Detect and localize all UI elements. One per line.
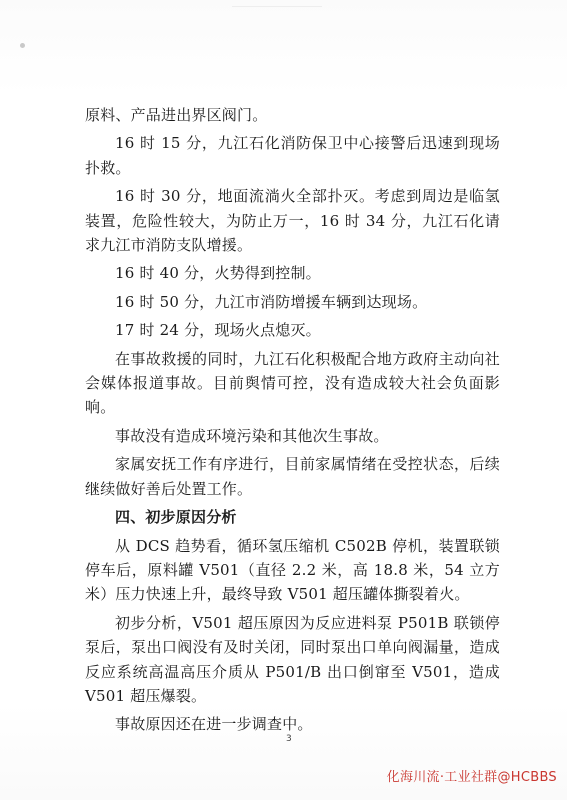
paragraph-7: 在事故救援的同时，九江石化积极配合地方政府主动向社会媒体报道事故。目前舆情可控，没有造成较大社会负面影响。 (85, 349, 500, 417)
paragraph-11: 初步分析，V501 超压原因为反应进料泵 P501B 联锁停泵后，泵出口阀没有及时关闭，同时泵出口单向阀漏量，造成反应系统高温高压介质从 P501/B 出口倒窜至 V501，造成 V501 超压爆裂。 (85, 613, 500, 705)
paragraph-12: 事故原因还在进一步调查中。 (115, 715, 313, 734)
page-number: 3 (286, 734, 292, 744)
section-heading: 四、初步原因分析 (115, 508, 237, 527)
paragraph-3: 16 时 30 分，地面流淌火全部扑灭。考虑到周边是临氢装置，危险性较大，为防止万一，16 时 34 分，九江石化请求九江市消防支队增援。 (85, 187, 500, 255)
paragraph-6: 17 时 24 分，现场火点熄灭。 (115, 321, 321, 340)
paragraph-2: 16 时 15 分，九江石化消防保卫中心接警后迅速到现场扑救。 (85, 134, 500, 177)
document-body (85, 103, 500, 737)
paragraph-10: 从 DCS 趋势看，循环氢压缩机 C502B 停机，装置联锁停车后，原料罐 V501（直径 2.2 米，高 18.8 米，54 立方米）压力快速上升，最终导致 V501 超压罐体撕裂着火。 (85, 536, 500, 604)
paragraph-4: 16 时 40 分，火势得到控制。 (115, 264, 321, 283)
paragraph-5: 16 时 50 分，九江市消防增援车辆到达现场。 (115, 292, 428, 311)
watermark: 化海川流·工业社群@HCBBS (386, 770, 557, 785)
paragraph-8: 事故没有造成环境污染和其他次生事故。 (115, 426, 389, 445)
paragraph-1: 原料、产品进出界区阀门。 (85, 106, 268, 124)
paragraph-9: 家属安抚工作有序进行，目前家属情绪在受控状态，后续继续做好善后处置工作。 (85, 455, 500, 498)
scan-artifact-dot (20, 43, 25, 48)
scan-artifact-top (232, 0, 322, 7)
